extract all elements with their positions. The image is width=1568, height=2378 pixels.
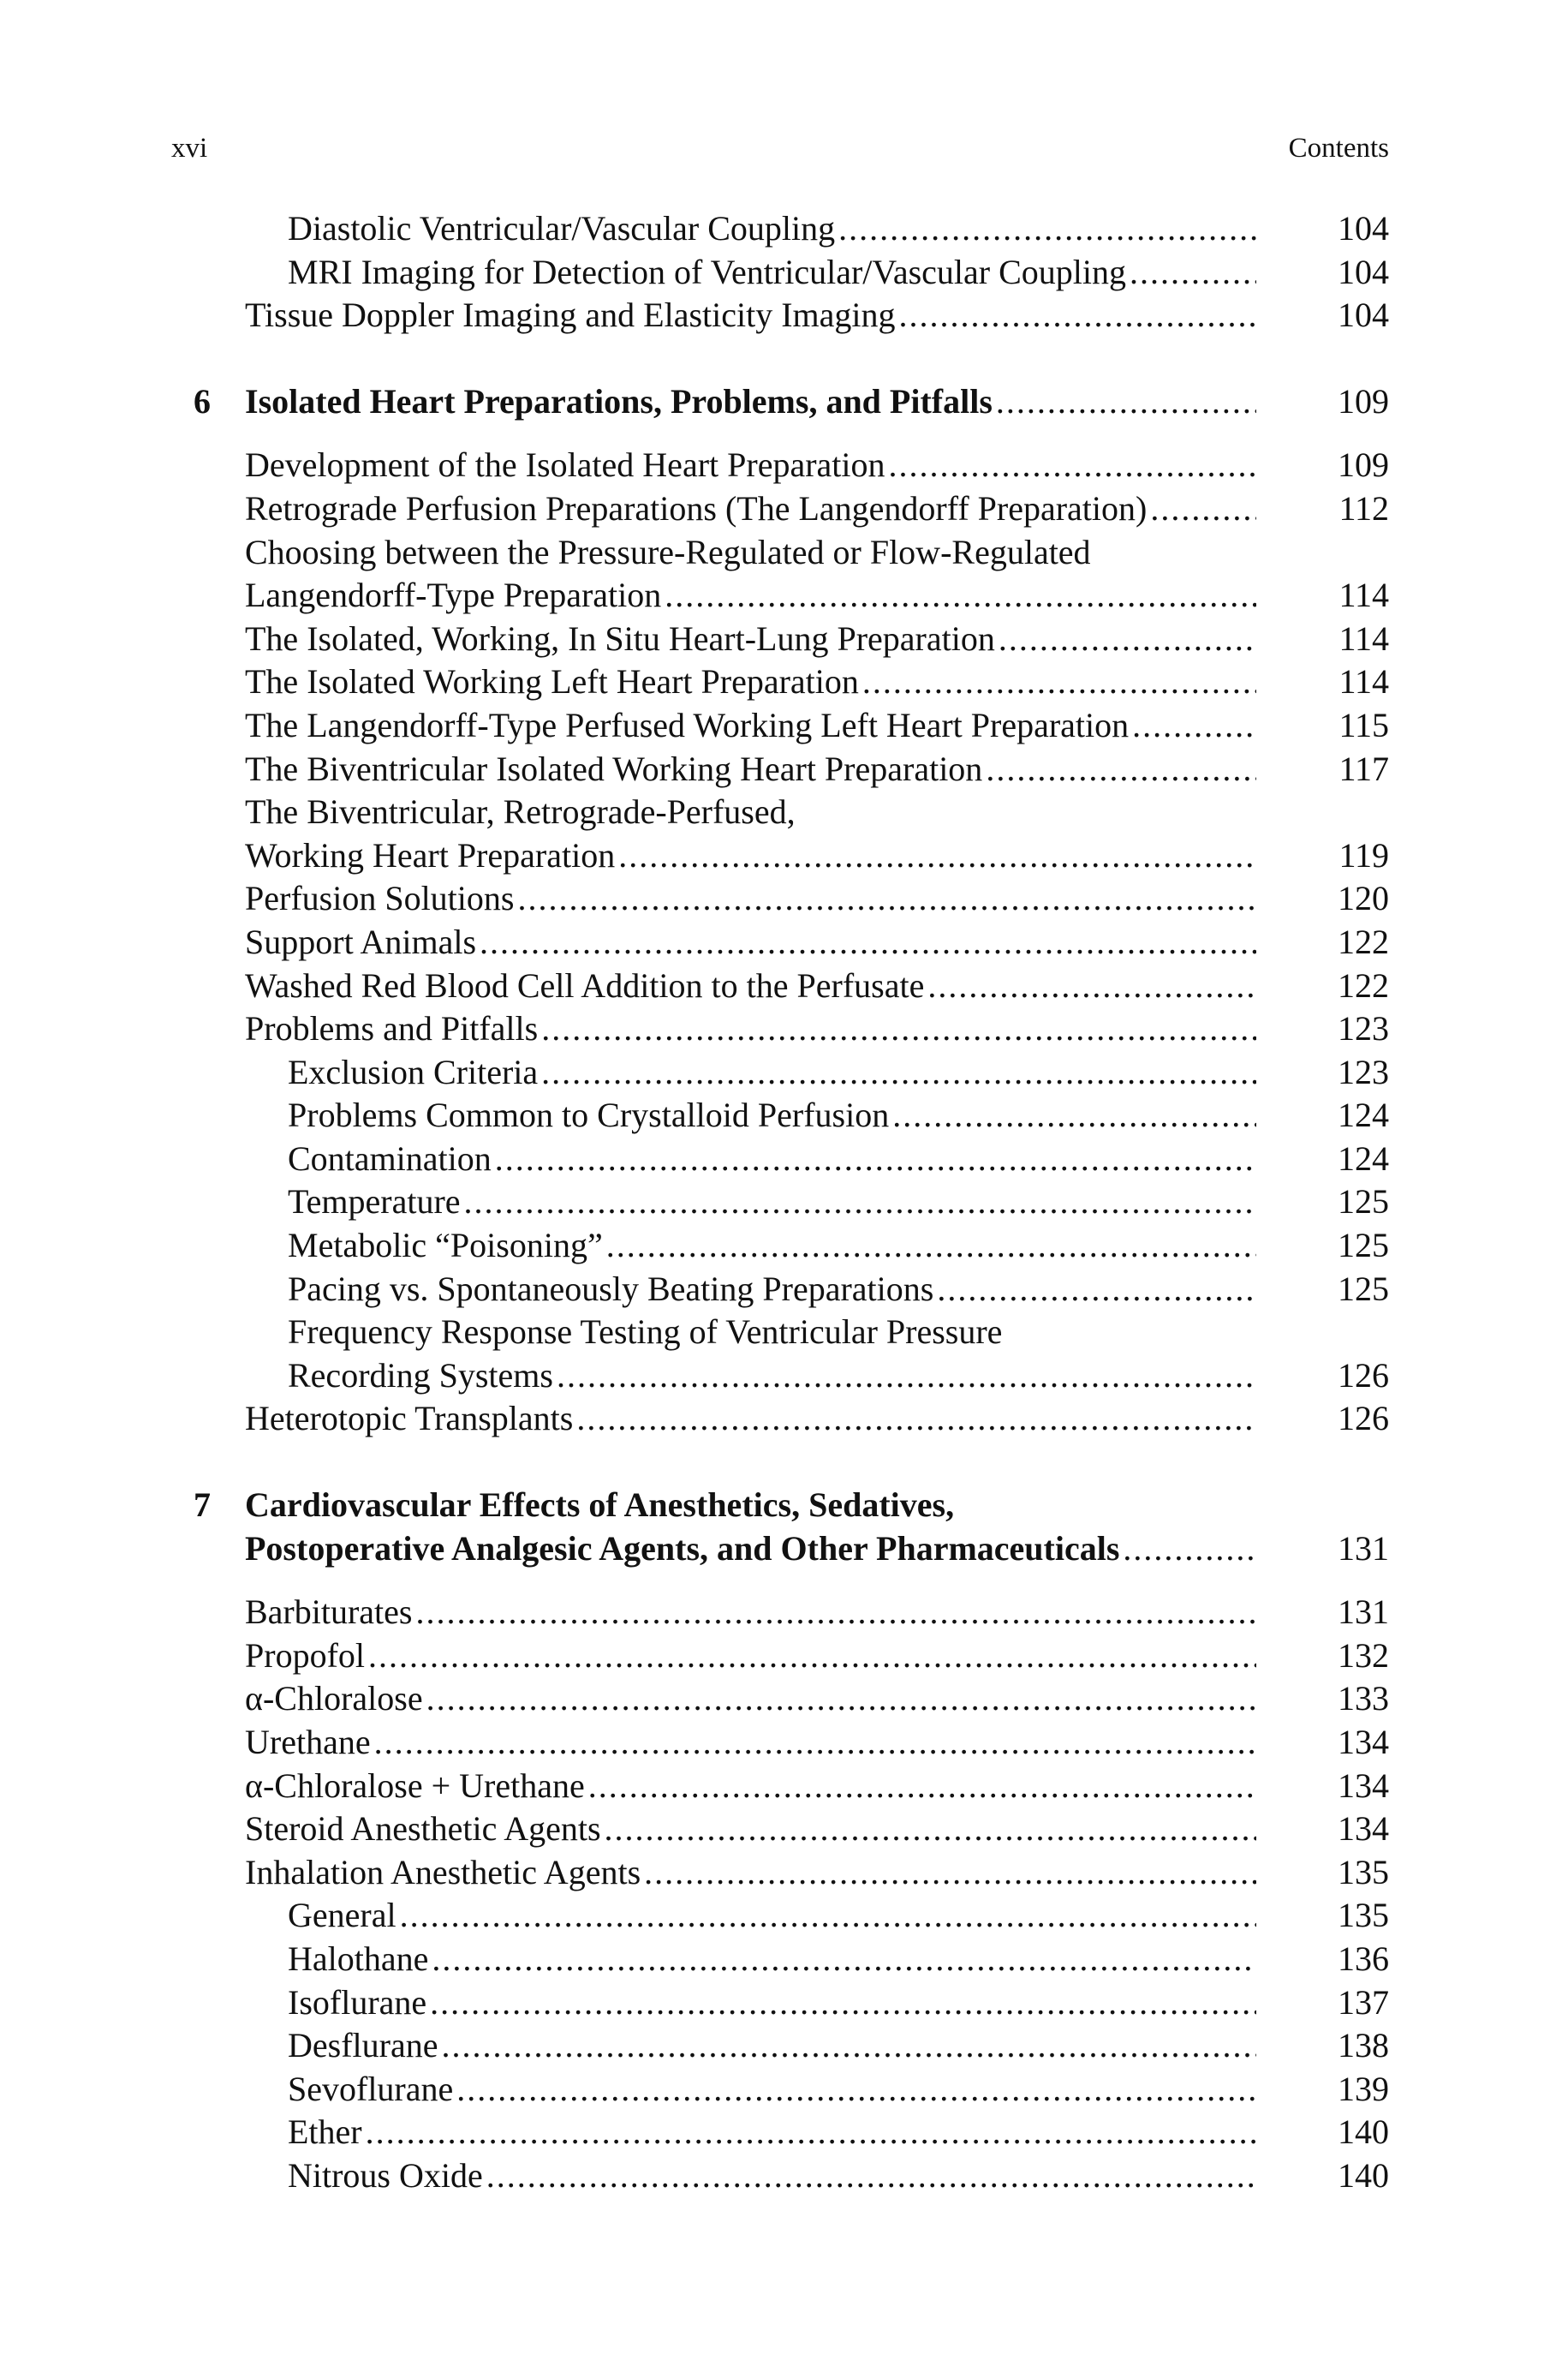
toc-entry-page: 104 [1338,209,1389,248]
toc-entry-page: 124 [1338,1138,1389,1178]
toc-entry[interactable] [171,1354,1389,1398]
toc-entry-label: Ether [288,2112,362,2152]
dot-leader [557,1354,1256,1398]
toc-entry[interactable] [171,444,1389,487]
toc-entry-page: 134 [1338,1809,1389,1849]
toc-entry[interactable] [171,1677,1389,1721]
dot-leader [374,1721,1256,1765]
toc-entry-page: 124 [1338,1096,1389,1135]
toc-entry[interactable] [171,1397,1389,1441]
dot-leader [1123,1527,1256,1571]
toc-entry[interactable] [171,574,1389,618]
dot-leader [862,660,1256,704]
toc-entry-label: α-Chloralose [245,1679,423,1718]
toc-entry-page: 122 [1338,922,1389,961]
toc-entry-page: 131 [1338,1592,1389,1632]
toc-entry[interactable] [171,618,1389,661]
toc-entry[interactable] [171,965,1389,1008]
toc-entry-label: Recording Systems [288,1355,553,1395]
toc-entry[interactable] [171,1268,1389,1311]
toc-entry[interactable] [171,877,1389,921]
dot-leader [416,1591,1257,1634]
toc-entry-page: 104 [1338,252,1389,291]
toc-entry-label: Barbiturates [245,1592,413,1632]
toc-entry-label: MRI Imaging for Detection of Ventricular/Vascular Coupling [288,252,1127,291]
toc-entry-label: Temperature [288,1182,461,1222]
toc-entry-label: Diastolic Ventricular/Vascular Coupling [288,209,836,248]
dot-leader [999,618,1256,661]
toc-entry-page: 117 [1338,749,1389,788]
dot-leader [937,1268,1256,1311]
dot-leader [426,1677,1256,1721]
toc-entry-label: Pacing vs. Spontaneously Beating Preparations [288,1269,934,1308]
chapter-title: Isolated Heart Preparations, Problems, and Pitfalls [245,381,993,421]
dot-leader [899,294,1256,338]
toc-entry-page: 114 [1338,662,1389,702]
toc-entry[interactable] [171,251,1389,295]
dot-leader [464,1180,1256,1224]
toc-entry-label: α-Chloralose + Urethane [245,1766,585,1805]
toc-entry[interactable] [171,1807,1389,1851]
toc-entry-label: Tissue Doppler Imaging and Elasticity Imaging [245,296,896,335]
toc-entry[interactable] [171,487,1389,531]
toc-entry-label: The Isolated, Working, In Situ Heart-Lung Preparation [245,618,995,658]
dot-leader [480,921,1256,965]
toc-entry[interactable] [171,834,1389,878]
chapter-title-line2: Postoperative Analgesic Agents, and Other Pharmaceuticals [245,1528,1120,1568]
toc-entry-label: Urethane [245,1723,371,1761]
dot-leader [541,1007,1256,1051]
dot-leader [456,2068,1256,2112]
dot-leader [1132,704,1256,748]
toc-entry-page: 126 [1338,1355,1389,1395]
toc-entry-label: Isoflurane [288,1982,427,2022]
toc-entry[interactable] [171,1765,1389,1808]
dot-leader [996,380,1256,424]
toc-entry[interactable] [171,1721,1389,1765]
dot-leader [495,1138,1256,1181]
toc-entry-label-line1: Choosing between the Pressure-Regulated or Flow-Regulated [245,532,1091,571]
dot-leader [892,1094,1256,1138]
toc-entry[interactable] [171,660,1389,704]
toc-entry[interactable] [171,1981,1389,2025]
toc-entry-page: 123 [1338,1052,1389,1091]
toc-entry-label: Development of the Isolated Heart Preparation [245,445,885,485]
toc-entry-label: Sevoflurane [288,2069,454,2108]
toc-entry-page: 123 [1338,1009,1389,1049]
toc-entry-label: Desflurane [288,2026,438,2065]
dot-leader [576,1397,1256,1441]
toc-entry-label: Inhalation Anesthetic Agents [245,1852,641,1891]
toc-entry-page: 137 [1338,1982,1389,2022]
table-of-contents [171,207,1389,2198]
dot-leader [927,965,1256,1008]
dot-leader [486,2154,1256,2198]
toc-entry[interactable] [171,1051,1389,1095]
toc-entry[interactable] [171,1894,1389,1938]
toc-entry-label: The Langendorff-Type Perfused Working Left Heart Preparation [245,705,1130,744]
chapter-heading-7[interactable] [171,1484,1389,1570]
toc-entry[interactable] [171,1634,1389,1678]
dot-leader [618,834,1256,878]
dot-leader [432,1938,1256,1981]
dot-leader [838,207,1256,251]
toc-entry-label: Halothane [288,1939,429,1978]
toc-entry-page: 104 [1338,296,1389,335]
toc-entry-label: Nitrous Oxide [288,2155,483,2195]
toc-entry-page: 133 [1338,1679,1389,1718]
toc-entry[interactable] [171,1938,1389,1981]
dot-leader [441,2024,1256,2068]
toc-entry-page: 132 [1338,1635,1389,1675]
toc-entry-label: The Isolated Working Left Heart Preparation [245,662,859,702]
running-head-section: Contents [1288,133,1389,164]
toc-entry-page: 140 [1338,2155,1389,2195]
chapter-number: 6 [194,381,211,421]
toc-entry-label: Heterotopic Transplants [245,1399,574,1438]
toc-entry-page: 120 [1338,879,1389,918]
toc-entry[interactable] [171,1007,1389,1051]
toc-entry-label-line1: Frequency Response Testing of Ventricular Pressure [288,1312,1003,1352]
toc-entry-page: 114 [1338,618,1389,658]
toc-entry[interactable] [171,207,1389,251]
toc-entry[interactable] [171,704,1389,748]
toc-entry-page: 126 [1338,1399,1389,1438]
toc-entry-label: Perfusion Solutions [245,879,515,918]
toc-entry-label: Problems and Pitfalls [245,1009,539,1049]
toc-entry[interactable] [171,1094,1389,1138]
toc-entry-wrap-line[interactable] [171,531,1389,575]
toc-entry-page: 134 [1338,1766,1389,1805]
toc-entry[interactable] [171,294,1389,338]
toc-entry[interactable] [171,1138,1389,1181]
dot-leader [430,1981,1256,2025]
chapter-7-entries [171,1591,1389,2197]
toc-entry-label: Washed Red Blood Cell Addition to the Perfusate [245,965,925,1005]
toc-entry-page: 109 [1338,445,1389,485]
chapter-title-line1: Cardiovascular Effects of Anesthetics, Sedatives, [245,1485,955,1525]
toc-entry-page: 114 [1338,576,1389,615]
chapter-page: 131 [1338,1528,1389,1568]
toc-entry[interactable] [171,748,1389,792]
toc-entry-wrap-line[interactable] [171,791,1389,834]
dot-leader [366,2111,1256,2154]
toc-entry[interactable] [171,2111,1389,2154]
toc-entry-page: 119 [1338,835,1389,875]
toc-entry-label-line1: The Biventricular, Retrograde-Perfused, [245,792,796,832]
dot-leader [1150,487,1256,531]
toc-entry-label: Langendorff-Type Preparation [245,576,662,615]
dot-leader [541,1051,1256,1095]
toc-entry-label: Working Heart Preparation [245,835,616,875]
toc-entry-wrap-line[interactable] [171,1311,1389,1354]
running-head [171,127,1389,170]
toc-entry[interactable] [171,921,1389,965]
toc-entry-page: 134 [1338,1723,1389,1761]
toc-entry-page: 125 [1338,1226,1389,1265]
toc-entry[interactable] [171,2024,1389,2068]
toc-entry[interactable] [171,1851,1389,1895]
toc-entry[interactable] [171,1224,1389,1268]
toc-entry-page: 138 [1338,2026,1389,2065]
dot-leader [1130,251,1256,295]
dot-leader [368,1634,1256,1678]
toc-entry-page: 115 [1338,705,1389,744]
toc-entry[interactable] [171,2154,1389,2198]
dot-leader [605,1807,1256,1851]
dot-leader [606,1224,1256,1268]
toc-entry-page: 139 [1338,2069,1389,2108]
toc-entry-label: Support Animals [245,922,477,961]
toc-entry-page: 135 [1338,1852,1389,1891]
toc-entry[interactable] [171,1180,1389,1224]
dot-leader [644,1851,1256,1895]
toc-entry-label: General [288,1896,396,1935]
toc-entry-label: Problems Common to Crystalloid Perfusion [288,1096,890,1135]
toc-entry-label: The Biventricular Isolated Working Heart Preparation [245,749,983,788]
chapter-6-entries [171,444,1389,1441]
dot-leader [889,444,1257,487]
dot-leader [588,1765,1256,1808]
toc-entry-label: Retrograde Perfusion Preparations (The Langendorff Preparation) [245,488,1148,528]
toc-entry-page: 140 [1338,2112,1389,2152]
toc-entry-page: 122 [1338,965,1389,1005]
toc-entry-label: Exclusion Criteria [288,1052,539,1091]
chapter-heading-6[interactable] [171,380,1389,424]
toc-entry-page: 135 [1338,1896,1389,1935]
toc-entry-page: 112 [1338,488,1389,528]
toc-entry-label: Contamination [288,1138,492,1178]
toc-entry[interactable] [171,1591,1389,1634]
chapter-page: 109 [1338,381,1389,421]
toc-entry-label: Metabolic “Poisoning” [288,1226,603,1265]
dot-leader [665,574,1256,618]
chapter-number: 7 [194,1485,211,1525]
page-folio: xvi [171,133,208,164]
toc-entry-page: 136 [1338,1939,1389,1978]
dot-leader [400,1894,1256,1938]
dot-leader [986,748,1256,792]
toc-entry-label: Propofol [245,1635,365,1675]
dot-leader [517,877,1256,921]
toc-entry-page: 125 [1338,1182,1389,1222]
toc-entry-label: Steroid Anesthetic Agents [245,1809,601,1849]
toc-entry-page: 125 [1338,1269,1389,1308]
toc-entry[interactable] [171,2068,1389,2112]
